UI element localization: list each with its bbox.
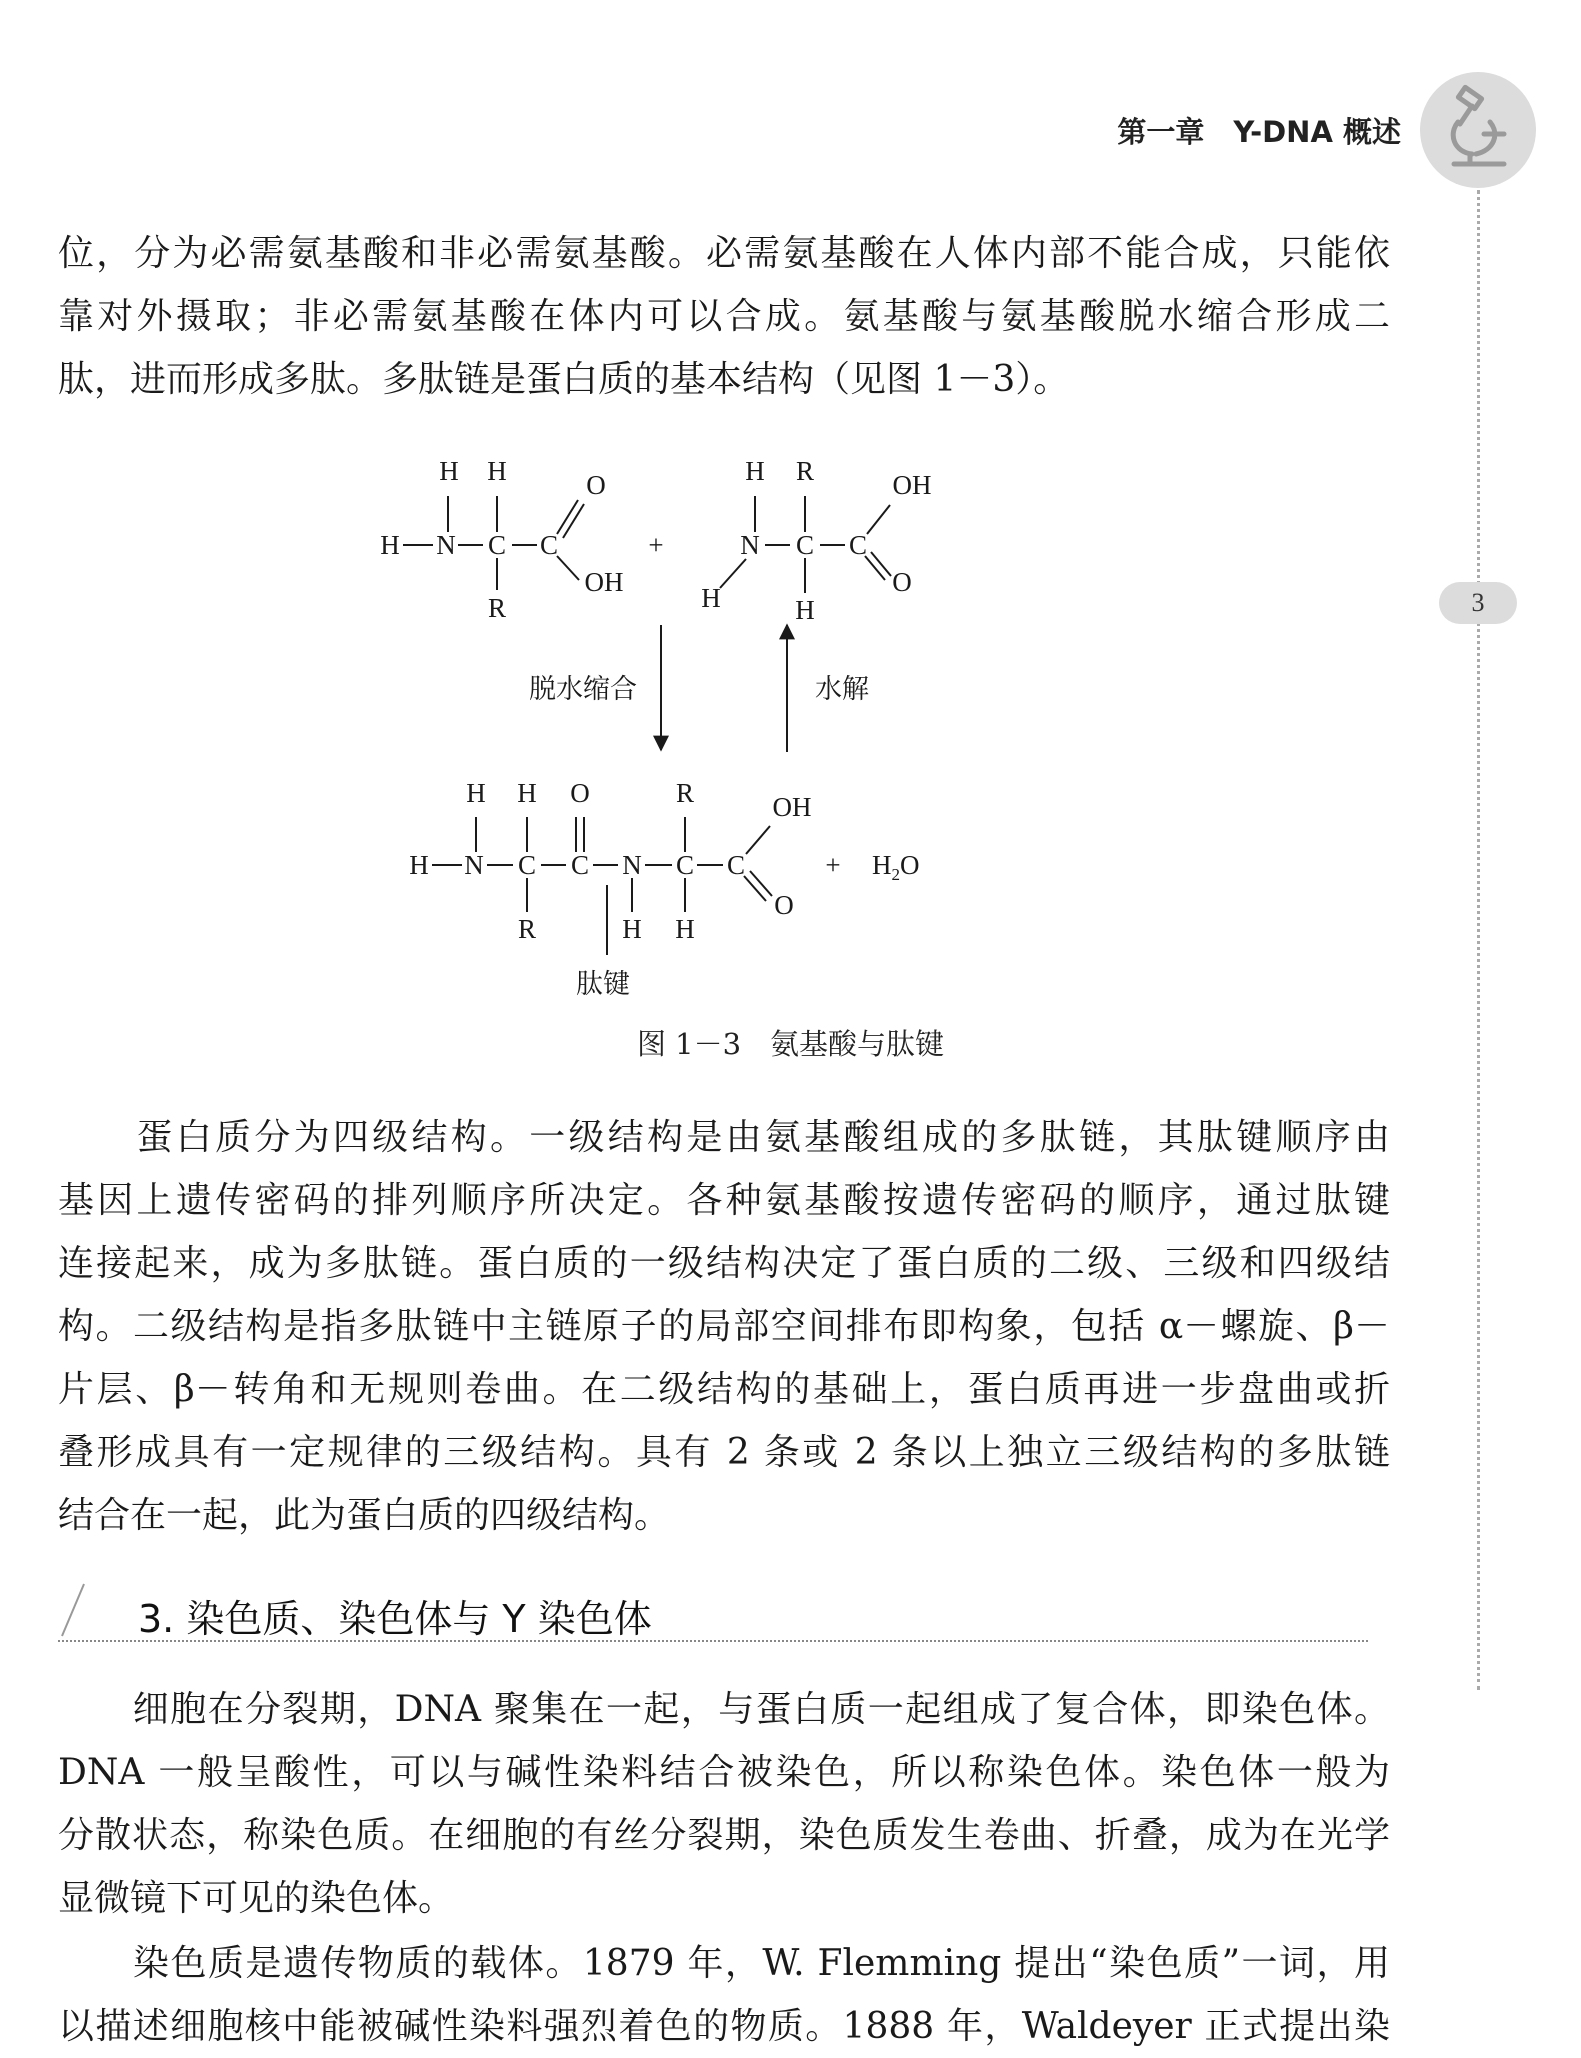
text-line: 蛋白质分为四级结构。一级结构是由氨基酸组成的多肽链，其肽键顺序由 [58, 1117, 1390, 1158]
text-line: DNA 一般呈酸性，可以与碱性染料结合被染色，所以称染色体。染色体一般为 [58, 1752, 1390, 1793]
hydrolysis-label: 水解 [815, 674, 869, 705]
atom-label: N [436, 530, 456, 560]
amino-acid-figure [370, 450, 1100, 1070]
water-o: O [900, 850, 920, 880]
atom-label: R [795, 456, 815, 486]
atom-label: R [487, 593, 507, 623]
text-line: 肽，进而形成多肽。多肽链是蛋白质的基本结构（见图 1－3）。 [58, 359, 1070, 400]
microscope-icon [1420, 72, 1536, 188]
atom-label: R [675, 778, 695, 808]
section-slash-icon [58, 1582, 88, 1638]
atom-label: N [622, 850, 642, 880]
text-line: 靠对外摄取；非必需氨基酸在体内可以合成。氨基酸与氨基酸脱水缩合形成二 [58, 296, 1390, 337]
paragraph-4 [58, 1932, 1390, 2058]
atom-label: N [464, 850, 484, 880]
atom-label: H [622, 914, 642, 944]
atom-label: H [675, 914, 695, 944]
side-dotted-guide [1477, 190, 1480, 1690]
atom-label: OH [584, 567, 624, 597]
dehydration-label: 脱水缩合 [529, 674, 637, 705]
atom-label: C [848, 530, 868, 560]
atom-label: H [466, 778, 486, 808]
atom-label: C [726, 850, 746, 880]
atom-label: H [380, 530, 400, 560]
atom-label: C [675, 850, 695, 880]
paragraph-3 [58, 1678, 1390, 1930]
text-line: 片层、β－转角和无规则卷曲。在二级结构的基础上，蛋白质再进一步盘曲或折 [58, 1369, 1390, 1410]
atom-label: O [774, 890, 794, 920]
atom-label: C [795, 530, 815, 560]
water-formula [872, 850, 920, 884]
atom-label: H [487, 456, 507, 486]
atom-label: H [745, 456, 765, 486]
atom-label: H [409, 850, 429, 880]
section-title: 3. 染色质、染色体与 Y 染色体 [138, 1597, 652, 1641]
text-line: 连接起来，成为多肽链。蛋白质的一级结构决定了蛋白质的二级、三级和四级结 [58, 1243, 1390, 1284]
text-line: 叠形成具有一定规律的三级结构。具有 2 条或 2 条以上独立三级结构的多肽链 [58, 1432, 1390, 1473]
atom-label: C [487, 530, 507, 560]
text-line: 结合在一起，此为蛋白质的四级结构。 [58, 1495, 671, 1536]
text-line: 细胞在分裂期，DNA 聚集在一起，与蛋白质一起组成了复合体，即染色体。 [58, 1689, 1390, 1730]
plus-sign: + [825, 850, 841, 880]
atom-label: O [570, 778, 590, 808]
text-line: 分散状态，称染色质。在细胞的有丝分裂期，染色质发生卷曲、折叠，成为在光学 [58, 1815, 1390, 1856]
atom-label: O [892, 567, 912, 597]
atom-label: H [701, 583, 721, 613]
water-h: H [872, 850, 892, 880]
text-line: 构。二级结构是指多肽链中主链原子的局部空间排布即构象，包括 α－螺旋、β－ [58, 1306, 1390, 1347]
section-heading [58, 1580, 1368, 1640]
figure-caption: 图 1－3 氨基酸与肽键 [636, 1027, 945, 1061]
atom-label: C [539, 530, 559, 560]
chapter-title: 第一章 Y-DNA 概述 [1117, 115, 1401, 149]
text-line: 显微镜下可见的染色体。 [58, 1878, 455, 1919]
atom-label: N [740, 530, 760, 560]
atom-label: H [439, 456, 459, 486]
atom-label: OH [772, 792, 812, 822]
text-line: 基因上遗传密码的排列顺序所决定。各种氨基酸按遗传密码的顺序，通过肽键 [58, 1180, 1390, 1221]
atom-label: H [517, 778, 537, 808]
atom-label: O [586, 470, 606, 500]
text-line: 位，分为必需氨基酸和非必需氨基酸。必需氨基酸在人体内部不能合成，只能依 [58, 233, 1390, 274]
paragraph-2 [58, 1106, 1390, 1547]
peptide-bond-label: 肽键 [576, 969, 630, 1000]
atom-label: R [517, 914, 537, 944]
paragraph-1 [58, 222, 1390, 411]
plus-sign: + [648, 530, 664, 560]
water-subscript: 2 [891, 865, 900, 884]
atom-label: OH [892, 470, 932, 500]
text-line: 以描述细胞核中能被碱性染料强烈着色的物质。1888 年，Waldeyer 正式提出染 [58, 2006, 1390, 2047]
text-line: 染色质是遗传物质的载体。1879 年，W. Flemming 提出“染色质”一词，用 [58, 1943, 1390, 1984]
atom-label: C [517, 850, 537, 880]
section-rule [58, 1640, 1368, 1642]
atom-label: H [795, 595, 815, 625]
page-number: 3 [1439, 582, 1517, 624]
atom-label: C [570, 850, 590, 880]
